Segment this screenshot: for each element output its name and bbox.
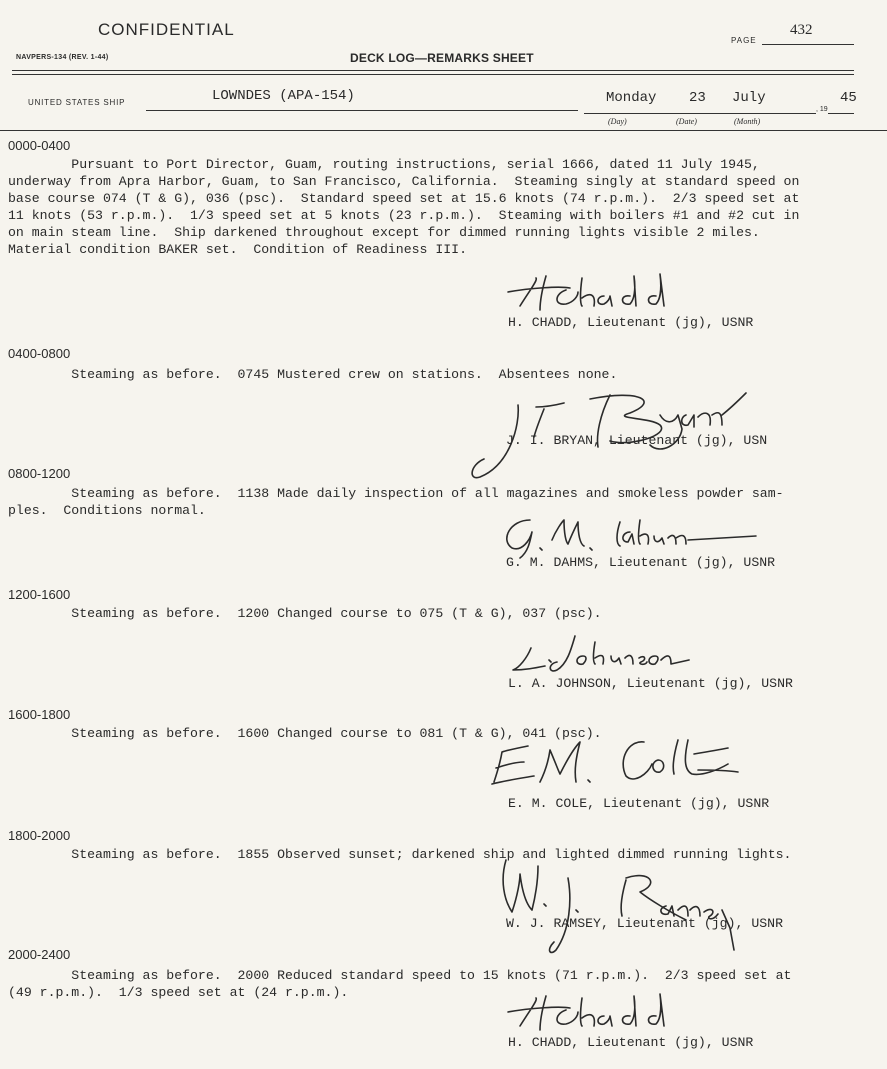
- page-number-line: [762, 44, 854, 45]
- watch-period: 2000-2400: [8, 947, 71, 962]
- officer-signature-name: W. J. RAMSEY, Lieutenant (jg), USNR: [506, 916, 783, 931]
- watch-period: 1200-1600: [8, 587, 71, 602]
- signature-handwriting: [490, 850, 750, 960]
- officer-signature-name: H. CHADD, Lieutenant (jg), USNR: [508, 315, 754, 330]
- watch-remarks: Steaming as before. 2000 Reduced standard speed to 15 knots (71 r.p.m.). 2/3 speed set at (49 r.p.m.). 1/3 speed set at (24 r.p.m.).: [8, 968, 792, 1000]
- year-line: [828, 113, 854, 114]
- watch-remarks: Pursuant to Port Director, Guam, routing instructions, serial 1666, dated 11 July 1945, underway from Apra Harbor, Guam, to San Francisco, California. Steaming singly at standard speed on base course 074 (T & G), 036 (psc). Standard speed set at 15.6 knots (74 r.p.m.). 2/3 speed set at 11 knots (53 r.p.m.). 1/3 speed set at 5 knots (23 r.p.m.). Steaming with boilers #1 and #2 cut in on main steam line. Ship darkened throughout except for dimmed running lights visible 2 miles. Material condition BAKER set. Condition of Readiness III.: [8, 157, 800, 257]
- log-date: 23: [689, 90, 706, 106]
- log-year: 45: [840, 90, 857, 106]
- watch-remarks: Steaming as before. 0745 Mustered crew on stations. Absentees none.: [8, 367, 618, 382]
- officer-signature-name: E. M. COLE, Lieutenant (jg), USNR: [508, 796, 770, 811]
- log-day: Monday: [606, 90, 657, 106]
- watch-remarks: Steaming as before. 1138 Made daily inspection of all magazines and smokeless powder sam- ples. Conditions normal.: [8, 486, 784, 518]
- watch-period: 1600-1800: [8, 707, 71, 722]
- signature-handwriting: [505, 630, 695, 680]
- sheet-title: DECK LOG—REMARKS SHEET: [350, 51, 534, 65]
- date-caption: (Date): [676, 117, 697, 126]
- officer-signature-name: G. M. DAHMS, Lieutenant (jg), USNR: [506, 555, 776, 570]
- ship-name: LOWNDES (APA-154): [212, 88, 355, 104]
- classification-stamp: CONFIDENTIAL: [98, 20, 235, 39]
- day-caption: (Day): [608, 117, 627, 126]
- signature-handwriting: [500, 990, 690, 1040]
- watch-remarks: Steaming as before. 1600 Changed course to 081 (T & G), 041 (psc).: [8, 726, 602, 741]
- page-number: 432: [790, 22, 813, 38]
- form-number: NAVPERS-134 (REV. 1-44): [16, 54, 109, 61]
- watch-period: 0400-0800: [8, 346, 71, 361]
- signature-handwriting: [488, 730, 758, 790]
- month-caption: (Month): [734, 117, 761, 126]
- log-month: July: [732, 90, 766, 106]
- date-line: [584, 113, 816, 114]
- watch-period: 1800-2000: [8, 828, 71, 843]
- watch-period: 0000-0400: [8, 138, 71, 153]
- ship-name-line: [146, 110, 578, 111]
- signature-handwriting: [490, 510, 760, 560]
- year-prefix: , 19: [816, 106, 828, 113]
- header-rule-remarks: [0, 130, 887, 131]
- watch-remarks: Steaming as before. 1200 Changed course to 075 (T & G), 037 (psc).: [8, 606, 602, 621]
- watch-remarks: Steaming as before. 1855 Observed sunset; darkened ship and lighted dimmed running lights.: [8, 847, 792, 862]
- page-label: PAGE: [731, 36, 757, 45]
- officer-signature-name: L. A. JOHNSON, Lieutenant (jg), USNR: [508, 676, 793, 691]
- header-rule-top: [12, 70, 854, 71]
- signature-handwriting: [500, 270, 690, 320]
- header-rule-bottom: [12, 74, 854, 75]
- watch-period: 0800-1200: [8, 466, 71, 481]
- ship-label: UNITED STATES SHIP: [28, 98, 126, 107]
- officer-signature-name: J. I. BRYAN, Lieutenant (jg), USN: [506, 433, 768, 448]
- officer-signature-name: H. CHADD, Lieutenant (jg), USNR: [508, 1035, 754, 1050]
